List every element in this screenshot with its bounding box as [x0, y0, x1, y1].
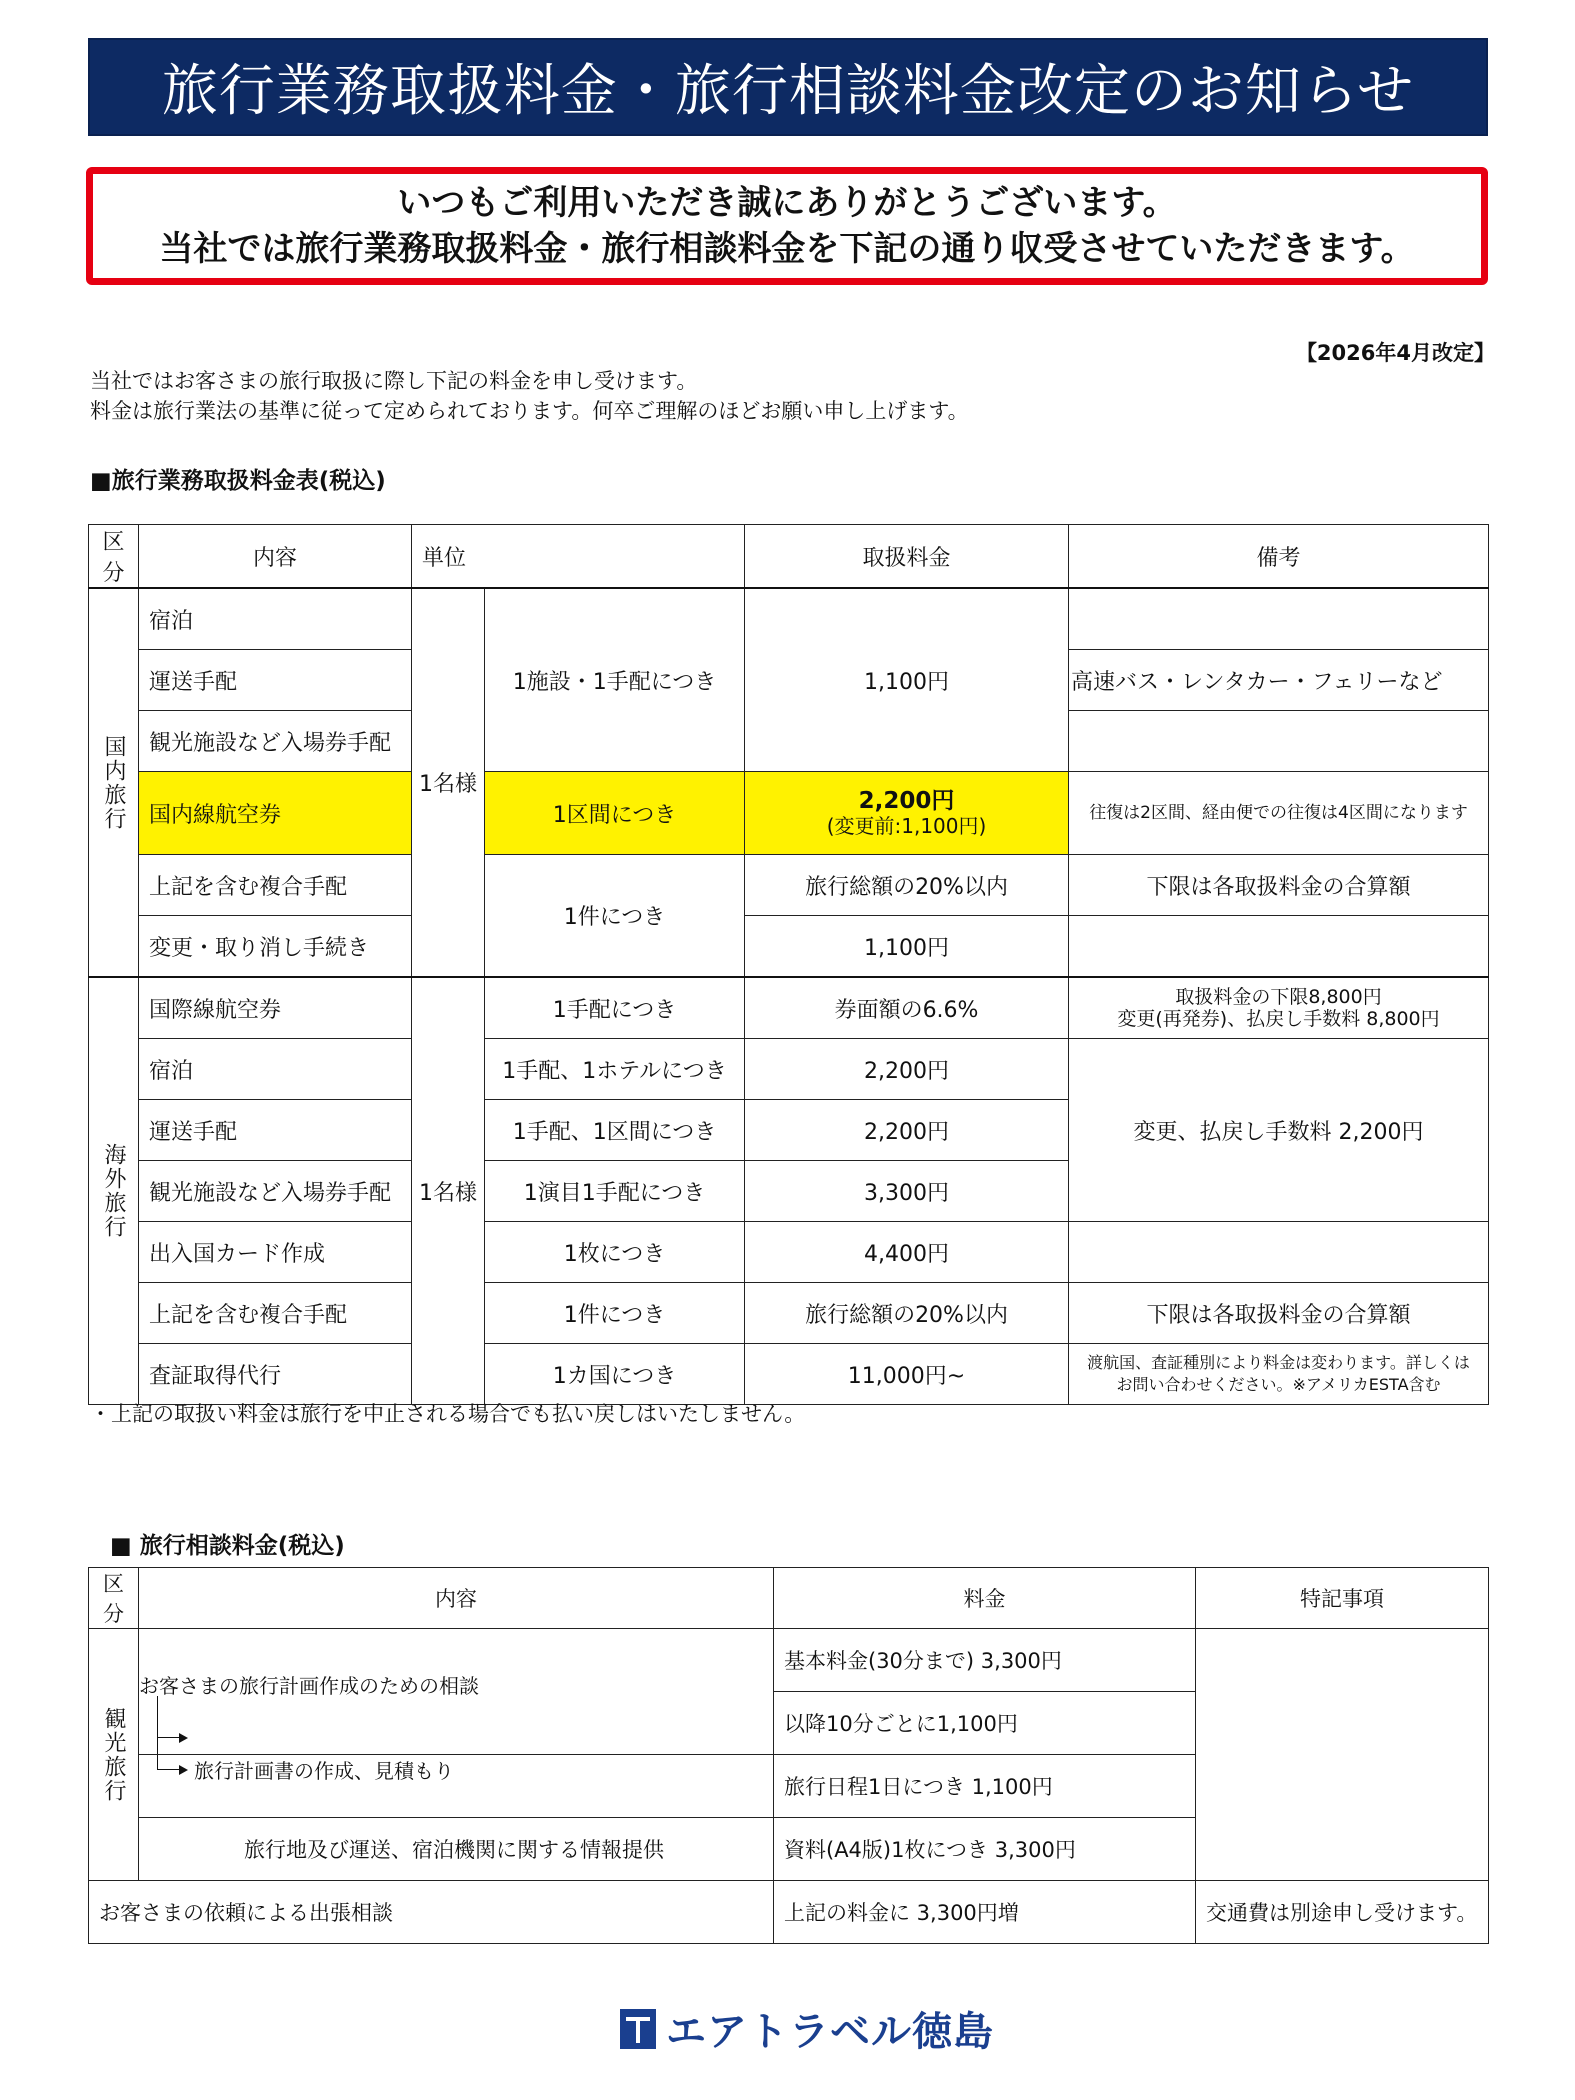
- intro-line-1: 当社ではお客さまの旅行取扱に際し下記の料金を申し受けます。: [90, 369, 698, 393]
- overseas-combined-remark: 下限は各取扱料金の合算額: [1069, 1283, 1489, 1344]
- domestic-air: 国内線航空券: [139, 772, 412, 855]
- refund-footnote: ・上記の取扱い料金は旅行を中止される場合でも払い戻しはいたしません。: [90, 1402, 806, 1426]
- overseas-card-remark: [1069, 1222, 1489, 1283]
- revision-date: 【2026年4月改定】: [1295, 341, 1495, 365]
- consult-item-info: 旅行地及び運送、宿泊機関に関する情報提供: [139, 1818, 774, 1881]
- arrow-right-icon: [179, 1733, 188, 1743]
- fee-section-title: ■旅行業務取扱料金表(税込): [90, 468, 386, 494]
- overseas-combined-unit: 1件につき: [485, 1283, 745, 1344]
- domestic-combined: 上記を含む複合手配: [139, 855, 412, 916]
- overseas-visa-remark-2: お問い合わせください。※アメリカESTA含む: [1116, 1375, 1441, 1394]
- consult-fee-extra: 以降10分ごとに1,100円: [774, 1692, 1196, 1755]
- domestic-air-remark: 往復は2区間、経由便での往復は4区間になります: [1069, 772, 1489, 855]
- content-divider: [139, 1754, 773, 1755]
- consult-content-block: [139, 1629, 774, 1818]
- logo-mark-icon: [620, 2009, 656, 2049]
- overseas-stay-fee: 2,200円: [745, 1039, 1069, 1100]
- overseas-transport-fee: 2,200円: [745, 1100, 1069, 1161]
- domestic-tickets-remark: [1069, 711, 1489, 772]
- company-logo: [620, 2000, 994, 2057]
- domestic-unit-per-case: 1件につき: [485, 855, 745, 978]
- overseas-visa-remark-1: 渡航国、査証種別により料金は変わります。詳しくは: [1087, 1353, 1470, 1372]
- domestic-air-fee: [745, 772, 1069, 855]
- consult-header-fee: 料金: [774, 1568, 1196, 1629]
- consult-item-planning: お客さまの旅行計画作成のための相談: [139, 1673, 479, 1698]
- consult-header-category: 区分: [89, 1568, 139, 1629]
- company-name: エアトラベル徳島: [666, 2009, 994, 2055]
- overseas-air-remark: [1069, 977, 1489, 1039]
- consult-fee-base: 基本料金(30分まで) 3,300円: [774, 1629, 1196, 1692]
- domestic-fee-group: 1,100円: [745, 588, 1069, 772]
- connector-branch-2: [157, 1769, 179, 1770]
- domestic-transport-remark: 高速バス・レンタカー・フェリーなど: [1069, 650, 1489, 711]
- overseas-tickets-unit: 1演目1手配につき: [485, 1161, 745, 1222]
- overseas-visa: 査証取得代行: [139, 1344, 412, 1405]
- domestic-stay-remark: [1069, 588, 1489, 650]
- domestic-change-remark: [1069, 916, 1489, 978]
- overseas-air: 国際線航空券: [139, 977, 412, 1039]
- overseas-stay-unit: 1手配、1ホテルにつき: [485, 1039, 745, 1100]
- overseas-air-remark-2: 変更(再発券)、払戻し手数料 8,800円: [1117, 1008, 1440, 1030]
- trip-consult-fee: 上記の料金に 3,300円増: [774, 1881, 1196, 1944]
- consultation-fee-table: [88, 1567, 1489, 1944]
- arrow-right-icon: [179, 1765, 188, 1775]
- overseas-card-unit: 1枚につき: [485, 1222, 745, 1283]
- header-category: 区分: [89, 525, 139, 589]
- consult-category: 観光旅行: [89, 1629, 139, 1881]
- connector-line: [157, 1696, 158, 1769]
- overseas-stay: 宿泊: [139, 1039, 412, 1100]
- header-fee: 取扱料金: [745, 525, 1069, 589]
- domestic-change: 変更・取り消し手続き: [139, 916, 412, 978]
- overseas-air-unit: 1手配につき: [485, 977, 745, 1039]
- overseas-transport-unit: 1手配、1区間につき: [485, 1100, 745, 1161]
- notice-line-2: 当社では旅行業務取扱料金・旅行相談料金を下記の通り収受させていただきます。: [159, 229, 1415, 269]
- overseas-air-remark-1: 取扱料金の下限8,800円: [1175, 986, 1382, 1008]
- overseas-visa-remark: [1069, 1344, 1489, 1405]
- header-unit: 単位: [412, 525, 745, 589]
- greeting-notice: [86, 167, 1488, 285]
- intro-line-2: 料金は旅行業法の基準に従って定められております。何卒ご理解のほどお願い申し上げます。: [90, 399, 969, 423]
- domestic-per-person: 1名様: [412, 588, 485, 977]
- domestic-combined-remark: 下限は各取扱料金の合算額: [1069, 855, 1489, 916]
- overseas-tickets-fee: 3,300円: [745, 1161, 1069, 1222]
- domestic-air-unit: 1区間につき: [485, 772, 745, 855]
- overseas-change-remark: 変更、払戻し手数料 2,200円: [1069, 1039, 1489, 1222]
- page-title: 旅行業務取扱料金・旅行相談料金改定のお知らせ: [88, 38, 1488, 136]
- overseas-transport: 運送手配: [139, 1100, 412, 1161]
- category-domestic: 国内旅行: [89, 588, 139, 977]
- domestic-transport: 運送手配: [139, 650, 412, 711]
- intro-text: [90, 366, 969, 426]
- consult-header-content: 内容: [139, 1568, 774, 1629]
- overseas-air-fee: 券面額の6.6%: [745, 977, 1069, 1039]
- domestic-air-fee-before: (変更前:1,100円): [826, 814, 987, 838]
- overseas-combined: 上記を含む複合手配: [139, 1283, 412, 1344]
- header-remarks: 備考: [1069, 525, 1489, 589]
- domestic-tickets: 観光施設など入場券手配: [139, 711, 412, 772]
- trip-consult-content: お客さまの依頼による出張相談: [89, 1881, 774, 1944]
- consult-section-title: ■ 旅行相談料金(税込): [110, 1533, 345, 1559]
- notice-line-1: いつもご利用いただき誠にありがとうございます。: [397, 183, 1177, 223]
- consult-fee-info: 資料(A4版)1枚につき 3,300円: [774, 1818, 1196, 1881]
- overseas-combined-fee: 旅行総額の20%以内: [745, 1283, 1069, 1344]
- consult-notes-empty: [1196, 1629, 1489, 1881]
- domestic-change-fee: 1,100円: [745, 916, 1069, 978]
- consult-item-estimate: 旅行計画書の作成、見積もり: [194, 1758, 454, 1783]
- domestic-unit-group: 1施設・1手配につき: [485, 588, 745, 772]
- overseas-card-fee: 4,400円: [745, 1222, 1069, 1283]
- domestic-combined-fee: 旅行総額の20%以内: [745, 855, 1069, 916]
- trip-consult-note: 交通費は別途申し受けます。: [1196, 1881, 1489, 1944]
- header-content: 内容: [139, 525, 412, 589]
- domestic-air-fee-new: 2,200円: [858, 788, 955, 814]
- overseas-visa-fee: 11,000円~: [745, 1344, 1069, 1405]
- category-overseas: 海外旅行: [89, 977, 139, 1405]
- overseas-tickets: 観光施設など入場券手配: [139, 1161, 412, 1222]
- consult-header-notes: 特記事項: [1196, 1568, 1489, 1629]
- domestic-stay: 宿泊: [139, 588, 412, 650]
- consult-fee-plan: 旅行日程1日につき 1,100円: [774, 1755, 1196, 1818]
- connector-branch-1: [157, 1737, 179, 1738]
- overseas-visa-unit: 1カ国につき: [485, 1344, 745, 1405]
- overseas-card: 出入国カード作成: [139, 1222, 412, 1283]
- handling-fee-table: [88, 524, 1489, 1405]
- overseas-per-person: 1名様: [412, 977, 485, 1405]
